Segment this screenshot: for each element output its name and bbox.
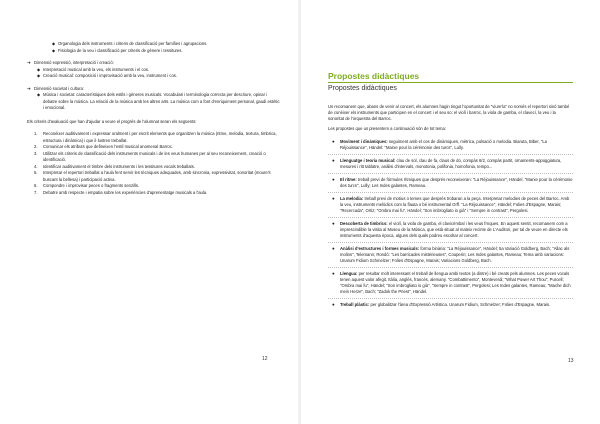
page-number: 13	[568, 358, 574, 364]
criteria-item: 2. Comunicar els atributs que defineixen l'estil musical anomenal Barroc.	[34, 144, 173, 149]
bullet-icon: ●	[332, 246, 335, 251]
proposal-item: ● Treball plàstic: per globalitzar l'àrea d'Expressió Artística. Unarum Fidium, Schmelzer; Folies d'Espagne, Marais.	[332, 302, 551, 307]
bullet-icon: ●	[332, 221, 335, 226]
proposal-item: ● Llenguatge i teoria musical: clau de sol, clau de fa, claus de do, compàs 6/2, compàs partit, ornaments-appoggiatura, mesures i ritt tablatre, anàlisi d'intervals, monotonia, polifonia, homofonia, tempo...	[328, 155, 573, 174]
right-page	[301, 0, 600, 424]
proposal-item: ● Llengua: per resultar molt interessant el treball de llengua ambi textos (a dintre) i bé creats pels alumnes. Les peces vocals tenen aquest valor afegit. Itàlia, anglès, francès, alemany. "Combattimento", Monteverdi; "What Power Art Thou", Purcell; "Ombra mai fu", Händel; "Son imbrogliato io già", "Sempre in contrast", Pergolesi; Les Indes galantes, Rameau; "Mache dich mein Herze", Bach; "Zadok the Priest", Händel.	[328, 268, 573, 299]
bullet-icon: ●	[332, 177, 335, 182]
diamond-bullet-icon: ◆	[37, 92, 41, 97]
bullet-icon: ●	[332, 158, 335, 163]
page-heading: Propostes didàctiques	[328, 85, 397, 92]
criteria-item: 1. Reconèixer auditivament i expressar oralment i per escrit elements que organitzen la música (ritme, melodia, textura, timbrica, estructura i dinàmica) i que il·lustren treballat.	[34, 131, 277, 143]
list-item: ◆ Fisiologia de la veu i classificació per criteris de gènere i tessitures.	[52, 47, 183, 53]
proposal-item: ● La melodia: treball previ de motius o temes que després trobaran a la peça. Interpretar melodies de peces del Barroc. Amb la veu, instruments melòdics com la flauta o bé instrumental Orff. "La Réjouissance", Händel; Folies d'Espagne, Marais; "Recercada", Ortiz; "Ombra mai fu", Händel; "Son imbrogliato io già" i "Sempre in contrast", Pergolesi.	[328, 193, 573, 218]
bullet-icon: ●	[332, 196, 335, 201]
intro-text	[328, 104, 573, 136]
proposal-item: ● Descoberta de timbrics: el violí, la viola de gamba, el clavicèmbal i les veus frnques. En aquest sentit, recomanem com a imprescindible la visita al Museu de la Música, que està situat al mateix recinte de L'Auditori, per tal de veure en directe els instruments d'aquesta època, alguns dels quals podreu escoltar al concert.	[328, 218, 573, 243]
proposals-list	[328, 136, 573, 311]
title-divider	[328, 82, 573, 83]
intro-paragraph: Us recomanem que, abans de venir al concert, els alumnes hagin tingut l'oportunitat de "viure'la" no només el repertori sinó també de conèixer els instruments que participen en el concert i el seu so: el violí i barroc, la viola de gamba, el clavecí, la veu i la sonoritat de l'orquestra del Barroc.	[328, 104, 570, 121]
diamond-bullet-icon: ◆	[52, 47, 56, 53]
intro-paragraph: Les propostes que us presentem a continuació són de tot tema:	[328, 126, 447, 131]
arrow-bullet-icon: ➔	[27, 60, 31, 65]
criteria-item: 3. Utilitzar els criteris de classificació dels instruments musicals i de les veus humanes per al seu reconeixement, creació o identificació.	[34, 150, 266, 162]
bullet-icon: ●	[332, 139, 335, 144]
criteria-item: 4. Identificar auditivament el timbre dels instruments i les tessitures vocals treballats.	[34, 163, 195, 169]
left-page-text	[27, 41, 281, 196]
proposal-item: ● El ritme: treball previ de fórmules rítmiques que després reconeixeran: "La Réjouissance", Händel. "Marxe pour la cérémonie des turcs", Lully; Les Indes galantes, Rameau.	[328, 174, 573, 193]
proposal-item: ● Moviment i dinàmiques: seguiment amb el cos de dinàmiques, mètrica, pulsació o melodia. Biaruta, Biber, "La Réjouissance", Händel: "Marxe pour la cérémonie des turcs", Lully.	[328, 136, 573, 155]
bullet-icon: ●	[332, 302, 335, 307]
list-item: ◆ Creació musical: composició i improvisació amb la veu, instrument i cos.	[37, 73, 178, 78]
diamond-bullet-icon: ◆	[37, 73, 41, 78]
criteria-item: 6. Compondre i improvisar peces o fragments senzills.	[34, 183, 140, 188]
criteria-item: 5. Interpretar el repertori treballat a l'aula fent servir les tècniques adequades, amb sincronia, expressivitat, sonoritat (moure's buscant la bellesa) i participació activa.	[34, 170, 271, 182]
diamond-bullet-icon: ◆	[37, 66, 41, 72]
page-title: Propostes didàctiques	[328, 71, 420, 81]
list-item: ◆ Música i societat: característiques dels estils i gèneres musicals. Vocabulari i terminologia correcta per descriure, opinar i debatre sobre la música. La relació de la música amb les altres arts. La música com a font d'enriquiment personal, gaudi estètic i emocional.	[37, 92, 280, 110]
criteria-list	[27, 131, 281, 196]
arrow-bullet-icon: ➔	[27, 85, 31, 91]
left-page	[0, 0, 298, 424]
criteria-intro: Els criteris d'avaluació que han d'ajudar a veure el progrés de l'alumnat seran els següents:	[27, 118, 197, 124]
page-number: 12	[262, 356, 268, 362]
list-item: ◆ Organologia dels instruments i criteris de classificació per famílies i agrupacions.	[52, 41, 208, 46]
proposal-item: ● Anàlisi d'estructures i formes musicals: forma binària: "La Réjouissance", Händel; 5a Variació Goldberg, Bach; "Allac als molins", Telemann; Rondó: "Les barricades mistérieuses", Couperin; Les Indes galantes, Rameau; Tema amb variacions: Unarum Fidium Schmelzer; Folies d'Espagne, Marais; Variacions Goldberg, Bach.	[328, 243, 573, 268]
bullet-icon: ●	[332, 271, 335, 276]
criteria-item: 7. Debatre amb respecte i empatia sobre les experiències d'aprenentatge musicals a l'aula.	[34, 189, 208, 195]
diamond-bullet-icon: ◆	[52, 41, 56, 46]
list-item: ◆ Interpretació musical amb la veu, els instruments i el cos.	[37, 66, 150, 72]
section-heading: ➔ Dimensió societat i cultura:	[27, 85, 85, 91]
section-heading: ➔ Dimensió expressió, interpretació i creació:	[27, 60, 114, 65]
